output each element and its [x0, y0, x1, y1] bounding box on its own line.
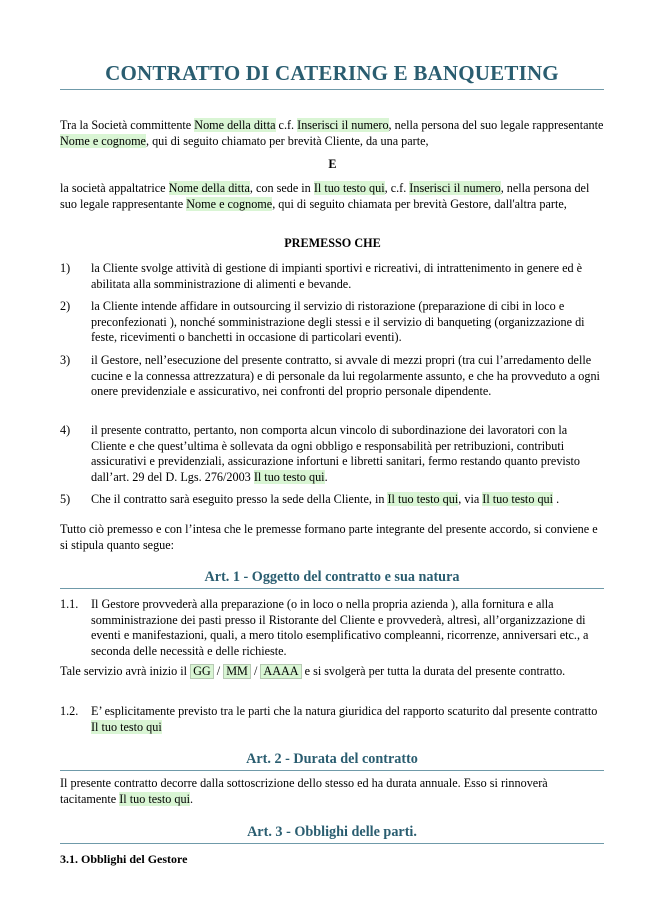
list-number: 5) [60, 492, 71, 506]
list-number: 2) [60, 299, 71, 313]
intro-paragraph [60, 118, 605, 149]
legal-nature-field[interactable]: Il tuo testo qui [91, 719, 162, 734]
second-party-paragraph [60, 181, 605, 212]
article-1-heading: Art. 1 - Oggetto del contratto e sua natura [60, 568, 604, 589]
list-text: la Cliente svolge attività di gestione di impianti sportivi e ricreativi, di intrattenimento in genere ed è abilitata alla somministrazione di alimenti e bevande. [91, 261, 583, 291]
clause-1-2 [60, 704, 605, 735]
company-name-field[interactable]: Nome della ditta [194, 118, 276, 132]
clause-number: 1.1. [60, 597, 79, 611]
start-text-a: Tale servizio avrà inizio il [60, 664, 191, 678]
location-city-field[interactable]: Il tuo testo qui [387, 492, 459, 506]
year-field[interactable]: AAAA [260, 664, 301, 679]
intro-text-3: , nella persona del suo legale rappresentante [388, 118, 604, 132]
list-4-text: il presente contratto, pertanto, non comporta alcun vincolo di subordinazione dei lavoratori con la Cliente e che quest’ultima è sollevata da ogni obbligo e responsabilità per retribuzioni, contributi assicurativi e previdenziali, assicurazione infortuni e libretti sanitari, fermo restando quanto previsto dall’art. 29 del D. Lgs. 276/2003 [91, 423, 581, 484]
conjunction-e: E [328, 157, 337, 171]
article-3-heading: Art. 3 - Obblighi delle parti. [60, 823, 604, 844]
second-text-2: , con sede in [249, 181, 314, 195]
list-4-field[interactable]: Il tuo testo qui [253, 469, 325, 484]
article-2-heading: Art. 2 - Durata del contratto [60, 750, 604, 771]
clause-text: Il Gestore provvederà alla preparazione (o in loco o nella propria azienda ), alla fornitura e alla somministrazione dei pasti presso il Ristorante del Cliente e provvederà, altresì, all’organizzazione di eventi e manifestazioni, quali, a mero titolo esemplificativo compleanni, ricorrenze, anniversari etc., a seconda delle necessità e delle richieste. [91, 597, 589, 658]
clause-1-2-text: E’ esplicitamente previsto tra le parti che la natura giuridica del rapporto scaturito dal presente contratto [91, 704, 598, 718]
second-text-3: , c.f. [384, 181, 410, 195]
document-title: CONTRATTO DI CATERING E BANQUETING [60, 60, 604, 90]
clause-text [91, 704, 605, 735]
second-text-1: la società appaltatrice [60, 181, 169, 195]
list-text: la Cliente intende affidare in outsourcing il servizio di ristorazione (preparazione di cibi in loco e preconfezionati ), nonché somministrazione degli stessi e il servizio di banqueting (organizzazione di feste, ricevimenti o banchetti in occasione di particolari eventi). [91, 299, 585, 345]
list-5-via: , via [458, 492, 483, 506]
date-separator: / [253, 664, 258, 678]
second-text-5: , qui di seguito chiamata per brevità Gestore, dall'altra parte, [272, 196, 567, 211]
clause-number: 1.2. [60, 704, 79, 718]
premise-close-paragraph: Tutto ciò premesso e con l’intesa che le premesse formano parte integrante del presente accordo, si conviene e si stipula quanto segue: [60, 522, 598, 552]
second-text-4: , nella persona del suo legale rappresentante [60, 181, 590, 211]
article-2-end: . [189, 791, 194, 806]
list-text: il Gestore, nell’esecuzione del presente contratto, si avvale di mezzi propri (tra cui l’arredamento delle cucine e la connessa attrezzatura) e di personale da lui regolarmente assunto, e che ha provveduto a ogni onere previdenziale e assicurativo, nei confronti del proprio personale dipendente. [91, 353, 600, 399]
list-item [60, 299, 605, 346]
list-text [91, 492, 605, 508]
clause-1-1 [60, 597, 605, 659]
location-street-field[interactable]: Il tuo testo qui [482, 492, 554, 506]
list-item [60, 261, 605, 292]
intro-text-1: Tra la Società committente [60, 118, 195, 132]
list-number: 3) [60, 353, 71, 367]
list-item [60, 492, 605, 508]
list-number: 1) [60, 261, 71, 275]
list-number: 4) [60, 423, 71, 437]
month-field[interactable]: MM [223, 664, 251, 679]
list-item [60, 353, 605, 400]
contractor-representative-field[interactable]: Nome e cognome [186, 196, 273, 211]
contractor-tax-code-field[interactable]: Inserisci il numero [409, 181, 501, 195]
intro-text-2: c.f. [275, 118, 298, 132]
start-date-paragraph [60, 664, 605, 680]
article-2-paragraph [60, 776, 605, 807]
day-field[interactable]: GG [190, 664, 214, 679]
list-item [60, 423, 605, 485]
intro-text-4: , qui di seguito chiamato per brevità Cliente, da una parte, [145, 133, 429, 148]
list-text [91, 423, 605, 485]
article-2-text: Il presente contratto decorre dalla sottoscrizione dello stesso ed ha durata annuale. Esso si rinnoverà tacitamente [60, 776, 548, 806]
renewal-field[interactable]: Il tuo testo qui [119, 791, 190, 806]
date-separator: / [216, 664, 221, 678]
representative-name-field[interactable]: Nome e cognome [60, 133, 146, 148]
list-5-text: Che il contratto sarà eseguito presso la sede della Cliente, in [91, 492, 388, 506]
premesso-heading: PREMESSO CHE [284, 236, 381, 250]
list-4-end: . [324, 469, 328, 484]
contractor-seat-field[interactable]: Il tuo testo qui [313, 181, 385, 195]
subsection-3-1-heading: 3.1. Obblighi del Gestore [60, 852, 188, 866]
contractor-name-field[interactable]: Nome della ditta [168, 181, 250, 195]
tax-code-field[interactable]: Inserisci il numero [297, 118, 389, 132]
start-text-b: e si svolgerà per tutta la durata del presente contratto. [301, 664, 566, 678]
list-5-end: . [553, 492, 560, 506]
